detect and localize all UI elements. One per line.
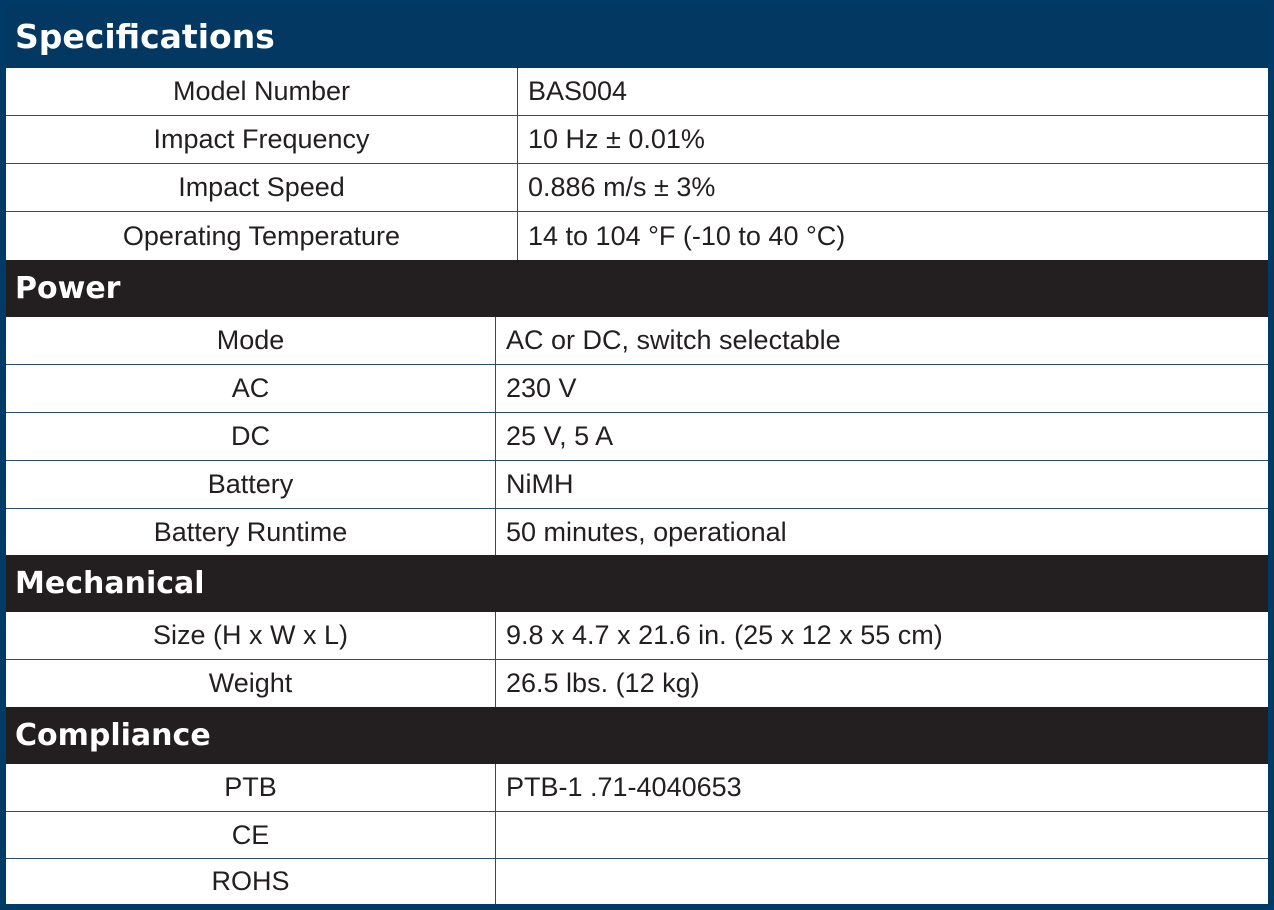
section-heading-power: Power — [6, 260, 1268, 317]
spec-value-impact-frequency: 10 Hz ± 0.01% — [528, 124, 705, 154]
page-title: Specifications — [6, 6, 1268, 68]
spec-value-model-number: BAS004 — [528, 76, 628, 106]
section-heading-compliance: Compliance — [6, 707, 1268, 764]
power-value-dc: 25 V, 5 A — [506, 421, 614, 451]
mechanical-value-weight: 26.5 lbs. (12 kg) — [506, 668, 700, 698]
compliance-value-rohs — [496, 859, 1268, 904]
power-label-mode: Mode — [6, 317, 496, 364]
power-label-ac: AC — [6, 365, 496, 412]
table-row — [6, 764, 1268, 812]
table-row — [6, 68, 1268, 116]
spec-label-model-number: Model Number — [6, 68, 518, 115]
compliance-value-ptb: PTB-1 .71-4040653 — [506, 772, 742, 802]
table-row — [6, 859, 1268, 904]
compliance-label-ptb: PTB — [6, 764, 496, 811]
table-row — [6, 509, 1268, 555]
power-value-battery: NiMH — [506, 469, 574, 499]
table-row — [6, 317, 1268, 365]
power-value-ac: 230 V — [506, 373, 577, 403]
spec-value-impact-speed: 0.886 m/s ± 3% — [528, 172, 716, 202]
table-row — [6, 461, 1268, 509]
table-row — [6, 116, 1268, 164]
mechanical-value-size: 9.8 x 4.7 x 21.6 in. (25 x 12 x 55 cm) — [506, 620, 943, 650]
table-row — [6, 612, 1268, 660]
table-row — [6, 365, 1268, 413]
spec-label-operating-temperature: Operating Temperature — [6, 212, 518, 260]
power-label-battery-runtime: Battery Runtime — [6, 509, 496, 555]
compliance-value-ce — [496, 812, 1268, 858]
compliance-label-ce: CE — [6, 812, 496, 858]
power-label-dc: DC — [6, 413, 496, 460]
power-value-mode: AC or DC, switch selectable — [506, 325, 841, 355]
section-heading-mechanical: Mechanical — [6, 555, 1268, 612]
power-value-battery-runtime: 50 minutes, operational — [506, 516, 787, 547]
table-row — [6, 212, 1268, 260]
spec-value-operating-temperature: 14 to 104 °F (-10 to 40 °C) — [528, 220, 846, 251]
mechanical-label-size: Size (H x W x L) — [6, 612, 496, 659]
power-label-battery: Battery — [6, 461, 496, 508]
table-row — [6, 413, 1268, 461]
spec-label-impact-frequency: Impact Frequency — [6, 116, 518, 163]
table-row — [6, 660, 1268, 707]
spec-label-impact-speed: Impact Speed — [6, 164, 518, 211]
table-row — [6, 812, 1268, 859]
mechanical-label-weight: Weight — [6, 660, 496, 707]
table-row — [6, 164, 1268, 212]
compliance-label-rohs: ROHS — [6, 859, 496, 904]
